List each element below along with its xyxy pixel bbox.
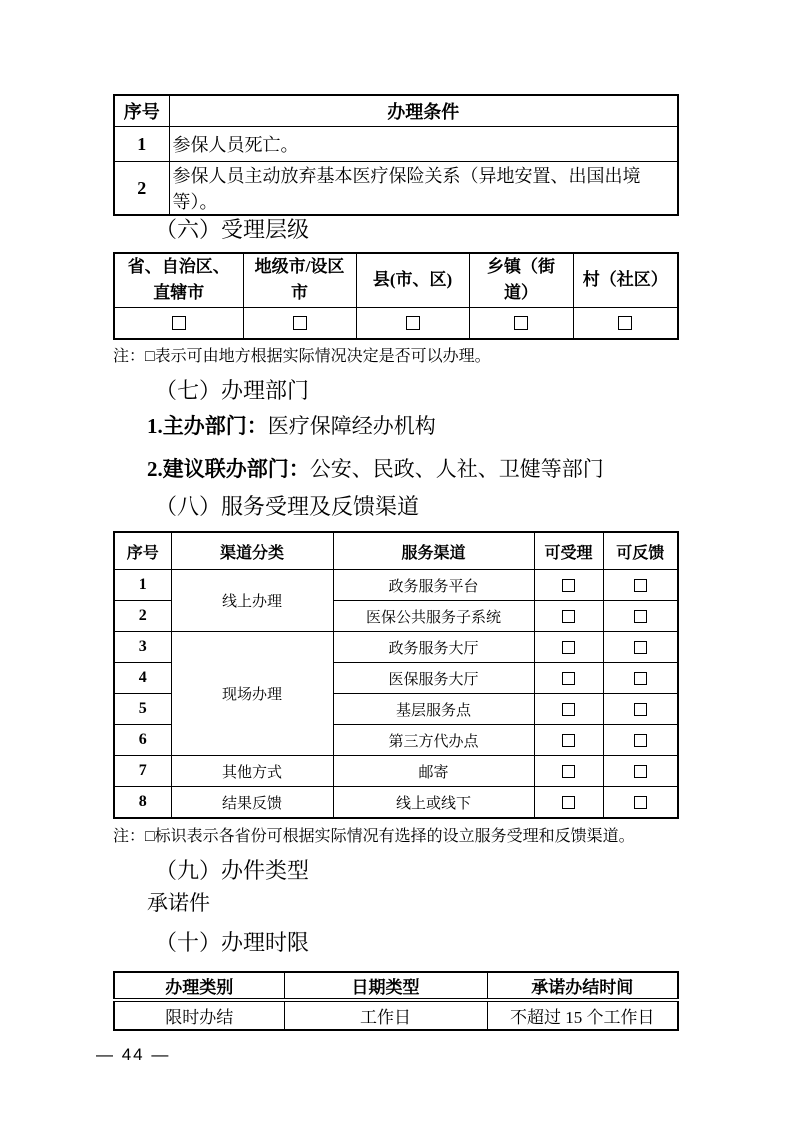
channels-col-feedback: 可反馈: [603, 532, 678, 570]
channel-category-result: 结果反馈: [171, 787, 333, 819]
checkbox-cell: [534, 632, 603, 663]
checkbox-icon: [562, 703, 575, 716]
table-row: [114, 972, 678, 1000]
checkbox-icon: [562, 734, 575, 747]
item-type-value: 承诺件: [147, 891, 210, 915]
checkbox-icon: [634, 579, 647, 592]
level-header-town: 乡镇（街道）: [469, 253, 573, 307]
channels-table: [113, 531, 679, 819]
checkbox-cell: [534, 694, 603, 725]
main-department-line: [147, 414, 436, 439]
channel-row-no: 2: [114, 601, 171, 632]
timeline-date-type: 工作日: [284, 1000, 487, 1030]
checkbox-icon: [634, 610, 647, 623]
checkbox-icon: [618, 316, 632, 330]
checkbox-icon: [562, 796, 575, 809]
channel-name: 基层服务点: [333, 694, 534, 725]
table-row: [114, 253, 678, 307]
timeline-col-category: 办理类别: [114, 972, 284, 1000]
checkbox-icon: [514, 316, 528, 330]
main-department-label: 1.主办部门：: [147, 414, 268, 438]
condition-row-no: 2: [114, 162, 169, 216]
channels-col-channel: 服务渠道: [333, 532, 534, 570]
conditions-table: [113, 94, 679, 216]
checkbox-cell: [603, 756, 678, 787]
table-row: [114, 756, 678, 787]
checkbox-cell: [356, 307, 469, 339]
checkbox-icon: [406, 316, 420, 330]
section-title-handling-departments: （七）办理部门: [155, 378, 310, 403]
channel-row-no: 8: [114, 787, 171, 819]
channel-name: 医保公共服务子系统: [333, 601, 534, 632]
channel-category-online: 线上办理: [171, 570, 333, 632]
channels-col-category: 渠道分类: [171, 532, 333, 570]
channel-name: 线上或线下: [333, 787, 534, 819]
table-row: [114, 632, 678, 663]
channel-row-no: 4: [114, 663, 171, 694]
channels-col-accept: 可受理: [534, 532, 603, 570]
table-row: [114, 307, 678, 339]
checkbox-icon: [634, 672, 647, 685]
section-title-item-type: （九）办件类型: [155, 858, 310, 883]
section-title-service-channels: （八）服务受理及反馈渠道: [155, 494, 420, 519]
channel-row-no: 1: [114, 570, 171, 601]
checkbox-cell: [603, 601, 678, 632]
checkbox-cell: [534, 601, 603, 632]
checkbox-icon: [562, 765, 575, 778]
levels-table: [113, 252, 679, 340]
checkbox-icon: [634, 796, 647, 809]
checkbox-cell: [603, 632, 678, 663]
page-number: — 44 —: [96, 1045, 171, 1064]
channel-name: 邮寄: [333, 756, 534, 787]
checkbox-cell: [114, 307, 243, 339]
joint-department-label: 2.建议联办部门：: [147, 457, 310, 481]
channels-table-note: 注：□标识表示各省份可根据实际情况有选择的设立服务受理和反馈渠道。: [113, 828, 635, 845]
condition-row-no: 1: [114, 127, 169, 162]
checkbox-icon: [562, 672, 575, 685]
checkbox-cell: [534, 570, 603, 601]
checkbox-icon: [634, 641, 647, 654]
level-header-village: 村（社区）: [573, 253, 678, 307]
channel-name: 第三方代办点: [333, 725, 534, 756]
checkbox-cell: [603, 663, 678, 694]
channel-row-no: 3: [114, 632, 171, 663]
channel-name: 医保服务大厅: [333, 663, 534, 694]
condition-text: 参保人员死亡。: [169, 127, 678, 162]
checkbox-cell: [534, 787, 603, 819]
checkbox-cell: [534, 725, 603, 756]
checkbox-cell: [534, 756, 603, 787]
channel-category-onsite: 现场办理: [171, 632, 333, 756]
level-header-county: 县(市、区): [356, 253, 469, 307]
table-row: [114, 787, 678, 819]
timeline-promise: 不超过 15 个工作日: [487, 1000, 678, 1030]
conditions-col-no: 序号: [114, 95, 169, 127]
main-department-value: 医疗保障经办机构: [267, 414, 436, 438]
levels-table-note: 注：□表示可由地方根据实际情况决定是否可以办理。: [113, 348, 491, 365]
checkbox-icon: [562, 579, 575, 592]
checkbox-icon: [634, 765, 647, 778]
joint-department-line: [147, 457, 604, 482]
conditions-col-condition: 办理条件: [169, 95, 678, 127]
checkbox-cell: [469, 307, 573, 339]
checkbox-cell: [573, 307, 678, 339]
level-header-province: 省、自治区、直辖市: [114, 253, 243, 307]
section-title-time-limit: （十）办理时限: [155, 930, 310, 955]
checkbox-icon: [562, 610, 575, 623]
table-row: [114, 95, 678, 127]
timeline-col-promise: 承诺办结时间: [487, 972, 678, 1000]
channel-row-no: 7: [114, 756, 171, 787]
channel-category-other: 其他方式: [171, 756, 333, 787]
table-row: [114, 1000, 678, 1030]
condition-text: 参保人员主动放弃基本医疗保险关系（异地安置、出国出境等）。: [169, 162, 678, 216]
channel-name: 政务服务平台: [333, 570, 534, 601]
channel-row-no: 5: [114, 694, 171, 725]
channel-row-no: 6: [114, 725, 171, 756]
table-row: [114, 532, 678, 570]
checkbox-cell: [603, 570, 678, 601]
checkbox-icon: [172, 316, 186, 330]
channel-name: 政务服务大厅: [333, 632, 534, 663]
checkbox-cell: [603, 694, 678, 725]
timeline-col-date-type: 日期类型: [284, 972, 487, 1000]
timeline-table: [113, 971, 679, 1031]
checkbox-icon: [562, 641, 575, 654]
checkbox-icon: [293, 316, 307, 330]
checkbox-cell: [603, 787, 678, 819]
table-row: [114, 570, 678, 601]
checkbox-icon: [634, 734, 647, 747]
table-row: [114, 162, 678, 216]
checkbox-cell: [243, 307, 356, 339]
timeline-category: 限时办结: [114, 1000, 284, 1030]
section-title-acceptance-levels: （六）受理层级: [155, 217, 310, 242]
channels-col-no: 序号: [114, 532, 171, 570]
checkbox-cell: [534, 663, 603, 694]
table-row: [114, 127, 678, 162]
level-header-city: 地级市/设区市: [243, 253, 356, 307]
joint-department-value: 公安、民政、人社、卫健等部门: [309, 457, 604, 481]
checkbox-icon: [634, 703, 647, 716]
checkbox-cell: [603, 725, 678, 756]
